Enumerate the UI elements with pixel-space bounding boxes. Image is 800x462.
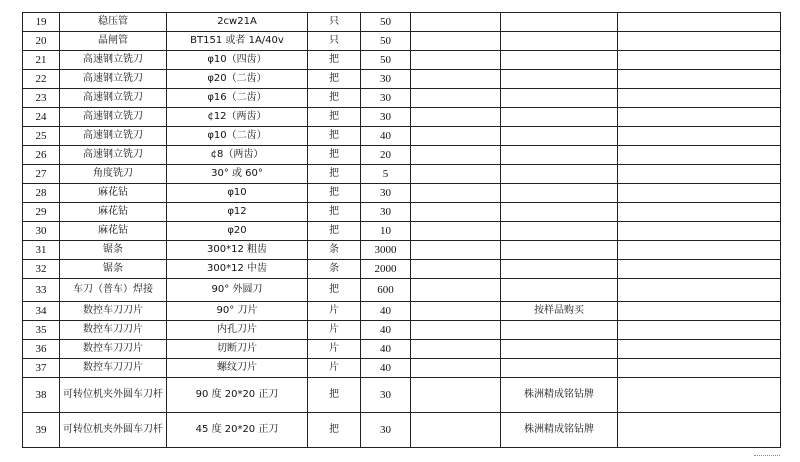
blank-cell <box>618 108 781 127</box>
blank-cell <box>618 260 781 279</box>
table-row <box>23 340 781 359</box>
note-cell <box>501 321 618 340</box>
quantity-cell: 30 <box>361 184 411 203</box>
blank-cell <box>411 279 501 302</box>
table-row <box>23 70 781 89</box>
item-name-cell: 麻花钻 <box>60 184 167 203</box>
unit-cell: 把 <box>308 51 361 70</box>
table-row <box>23 13 781 32</box>
note-cell <box>501 241 618 260</box>
blank-cell <box>618 378 781 413</box>
table-row <box>23 32 781 51</box>
unit-cell: 把 <box>308 378 361 413</box>
item-name-cell: 稳压管 <box>60 13 167 32</box>
item-spec-cell: φ20 <box>167 222 308 241</box>
unit-cell: 把 <box>308 413 361 448</box>
blank-cell <box>618 302 781 321</box>
blank-cell <box>411 89 501 108</box>
table-row <box>23 146 781 165</box>
blank-cell <box>618 413 781 448</box>
table-row <box>23 51 781 70</box>
item-name-cell: 锯条 <box>60 241 167 260</box>
quantity-cell: 40 <box>361 321 411 340</box>
row-number-cell: 38 <box>23 378 60 413</box>
item-name-cell: 高速钢立铣刀 <box>60 146 167 165</box>
item-spec-cell: ¢8（两齿） <box>167 146 308 165</box>
row-number-cell: 29 <box>23 203 60 222</box>
row-number-cell: 30 <box>23 222 60 241</box>
quantity-cell: 40 <box>361 340 411 359</box>
blank-cell <box>618 165 781 184</box>
table-row <box>23 203 781 222</box>
note-cell: 按样品购买 <box>501 302 618 321</box>
note-cell <box>501 359 618 378</box>
table-row <box>23 241 781 260</box>
scan-edge-mark <box>754 455 780 460</box>
table-row <box>23 89 781 108</box>
note-cell: 株洲精成铭钻牌 <box>501 378 618 413</box>
blank-cell <box>411 13 501 32</box>
note-cell <box>501 108 618 127</box>
blank-cell <box>618 184 781 203</box>
item-name-cell: 可转位机夹外圆车刀杆 <box>60 378 167 413</box>
item-spec-cell: 300*12 中齿 <box>167 260 308 279</box>
row-number-cell: 22 <box>23 70 60 89</box>
unit-cell: 把 <box>308 127 361 146</box>
item-spec-cell: 300*12 粗齿 <box>167 241 308 260</box>
blank-cell <box>411 108 501 127</box>
item-spec-cell: φ10 <box>167 184 308 203</box>
blank-cell <box>411 378 501 413</box>
note-cell <box>501 222 618 241</box>
unit-cell: 条 <box>308 260 361 279</box>
row-number-cell: 25 <box>23 127 60 146</box>
row-number-cell: 31 <box>23 241 60 260</box>
item-spec-cell: 90 度 20*20 正刀 <box>167 378 308 413</box>
item-spec-cell: φ12 <box>167 203 308 222</box>
item-name-cell: 高速钢立铣刀 <box>60 89 167 108</box>
table-row <box>23 260 781 279</box>
item-name-cell: 可转位机夹外圆车刀杆 <box>60 413 167 448</box>
blank-cell <box>411 260 501 279</box>
item-name-cell: 麻花钻 <box>60 203 167 222</box>
row-number-cell: 26 <box>23 146 60 165</box>
blank-cell <box>411 146 501 165</box>
unit-cell: 把 <box>308 222 361 241</box>
blank-cell <box>618 70 781 89</box>
quantity-cell: 30 <box>361 70 411 89</box>
note-cell <box>501 340 618 359</box>
unit-cell: 把 <box>308 146 361 165</box>
note-cell <box>501 146 618 165</box>
note-cell <box>501 13 618 32</box>
blank-cell <box>411 359 501 378</box>
note-cell <box>501 51 618 70</box>
row-number-cell: 21 <box>23 51 60 70</box>
blank-cell <box>618 279 781 302</box>
quantity-cell: 2000 <box>361 260 411 279</box>
note-cell <box>501 32 618 51</box>
unit-cell: 把 <box>308 108 361 127</box>
blank-cell <box>618 51 781 70</box>
quantity-cell: 30 <box>361 89 411 108</box>
quantity-cell: 50 <box>361 13 411 32</box>
quantity-cell: 40 <box>361 127 411 146</box>
equipment-table <box>22 12 781 448</box>
item-name-cell: 麻花钻 <box>60 222 167 241</box>
blank-cell <box>411 321 501 340</box>
item-spec-cell: 90° 刀片 <box>167 302 308 321</box>
item-spec-cell: 2cw21A <box>167 13 308 32</box>
row-number-cell: 32 <box>23 260 60 279</box>
blank-cell <box>411 32 501 51</box>
blank-cell <box>411 222 501 241</box>
blank-cell <box>411 413 501 448</box>
unit-cell: 片 <box>308 359 361 378</box>
item-spec-cell: φ10（四齿） <box>167 51 308 70</box>
unit-cell: 把 <box>308 279 361 302</box>
item-name-cell: 锯条 <box>60 260 167 279</box>
table-row <box>23 222 781 241</box>
unit-cell: 把 <box>308 70 361 89</box>
item-spec-cell: φ16（二齿） <box>167 89 308 108</box>
item-name-cell: 数控车刀刀片 <box>60 321 167 340</box>
unit-cell: 把 <box>308 89 361 108</box>
note-cell <box>501 203 618 222</box>
quantity-cell: 40 <box>361 302 411 321</box>
unit-cell: 只 <box>308 13 361 32</box>
item-name-cell: 高速钢立铣刀 <box>60 70 167 89</box>
blank-cell <box>411 70 501 89</box>
quantity-cell: 50 <box>361 32 411 51</box>
note-cell <box>501 70 618 89</box>
unit-cell: 片 <box>308 302 361 321</box>
blank-cell <box>411 184 501 203</box>
quantity-cell: 20 <box>361 146 411 165</box>
row-number-cell: 24 <box>23 108 60 127</box>
blank-cell <box>618 203 781 222</box>
blank-cell <box>618 321 781 340</box>
quantity-cell: 30 <box>361 108 411 127</box>
row-number-cell: 35 <box>23 321 60 340</box>
table-row <box>23 413 781 448</box>
row-number-cell: 28 <box>23 184 60 203</box>
note-cell <box>501 165 618 184</box>
row-number-cell: 34 <box>23 302 60 321</box>
note-cell <box>501 127 618 146</box>
quantity-cell: 40 <box>361 359 411 378</box>
item-name-cell: 晶闸管 <box>60 32 167 51</box>
item-spec-cell: φ10（二齿） <box>167 127 308 146</box>
item-name-cell: 高速钢立铣刀 <box>60 51 167 70</box>
table-row <box>23 184 781 203</box>
item-spec-cell: 切断刀片 <box>167 340 308 359</box>
row-number-cell: 36 <box>23 340 60 359</box>
row-number-cell: 39 <box>23 413 60 448</box>
note-cell <box>501 184 618 203</box>
quantity-cell: 10 <box>361 222 411 241</box>
quantity-cell: 600 <box>361 279 411 302</box>
unit-cell: 片 <box>308 321 361 340</box>
note-cell <box>501 89 618 108</box>
item-name-cell: 数控车刀刀片 <box>60 302 167 321</box>
quantity-cell: 3000 <box>361 241 411 260</box>
table-row <box>23 378 781 413</box>
item-spec-cell: 90° 外圆刀 <box>167 279 308 302</box>
table-row <box>23 359 781 378</box>
blank-cell <box>618 241 781 260</box>
quantity-cell: 30 <box>361 203 411 222</box>
blank-cell <box>411 241 501 260</box>
table-row <box>23 127 781 146</box>
blank-cell <box>618 222 781 241</box>
item-name-cell: 数控车刀刀片 <box>60 340 167 359</box>
quantity-cell: 30 <box>361 378 411 413</box>
row-number-cell: 23 <box>23 89 60 108</box>
blank-cell <box>618 32 781 51</box>
item-spec-cell: 45 度 20*20 正刀 <box>167 413 308 448</box>
row-number-cell: 33 <box>23 279 60 302</box>
note-cell <box>501 260 618 279</box>
note-cell <box>501 279 618 302</box>
item-spec-cell: 螺纹刀片 <box>167 359 308 378</box>
quantity-cell: 5 <box>361 165 411 184</box>
item-name-cell: 高速钢立铣刀 <box>60 127 167 146</box>
item-spec-cell: 内孔刀片 <box>167 321 308 340</box>
unit-cell: 片 <box>308 340 361 359</box>
blank-cell <box>411 302 501 321</box>
item-spec-cell: 30° 或 60° <box>167 165 308 184</box>
blank-cell <box>411 165 501 184</box>
quantity-cell: 30 <box>361 413 411 448</box>
blank-cell <box>618 359 781 378</box>
quantity-cell: 50 <box>361 51 411 70</box>
table-row <box>23 108 781 127</box>
blank-cell <box>411 51 501 70</box>
blank-cell <box>411 127 501 146</box>
blank-cell <box>618 89 781 108</box>
item-name-cell: 角度铣刀 <box>60 165 167 184</box>
table-row <box>23 279 781 302</box>
row-number-cell: 27 <box>23 165 60 184</box>
row-number-cell: 20 <box>23 32 60 51</box>
table-row <box>23 321 781 340</box>
item-spec-cell: BT151 或者 1A/40v <box>167 32 308 51</box>
row-number-cell: 19 <box>23 13 60 32</box>
blank-cell <box>411 203 501 222</box>
note-cell: 株洲精成铭钻牌 <box>501 413 618 448</box>
item-name-cell: 车刀（普车）焊接 <box>60 279 167 302</box>
blank-cell <box>618 13 781 32</box>
row-number-cell: 37 <box>23 359 60 378</box>
unit-cell: 只 <box>308 32 361 51</box>
blank-cell <box>618 340 781 359</box>
item-spec-cell: φ20（二齿） <box>167 70 308 89</box>
unit-cell: 条 <box>308 241 361 260</box>
item-spec-cell: ¢12（两齿） <box>167 108 308 127</box>
blank-cell <box>411 340 501 359</box>
table-row <box>23 302 781 321</box>
unit-cell: 把 <box>308 203 361 222</box>
item-name-cell: 高速钢立铣刀 <box>60 108 167 127</box>
table-body <box>23 13 781 448</box>
unit-cell: 把 <box>308 165 361 184</box>
item-name-cell: 数控车刀刀片 <box>60 359 167 378</box>
unit-cell: 把 <box>308 184 361 203</box>
blank-cell <box>618 127 781 146</box>
table-row <box>23 165 781 184</box>
blank-cell <box>618 146 781 165</box>
